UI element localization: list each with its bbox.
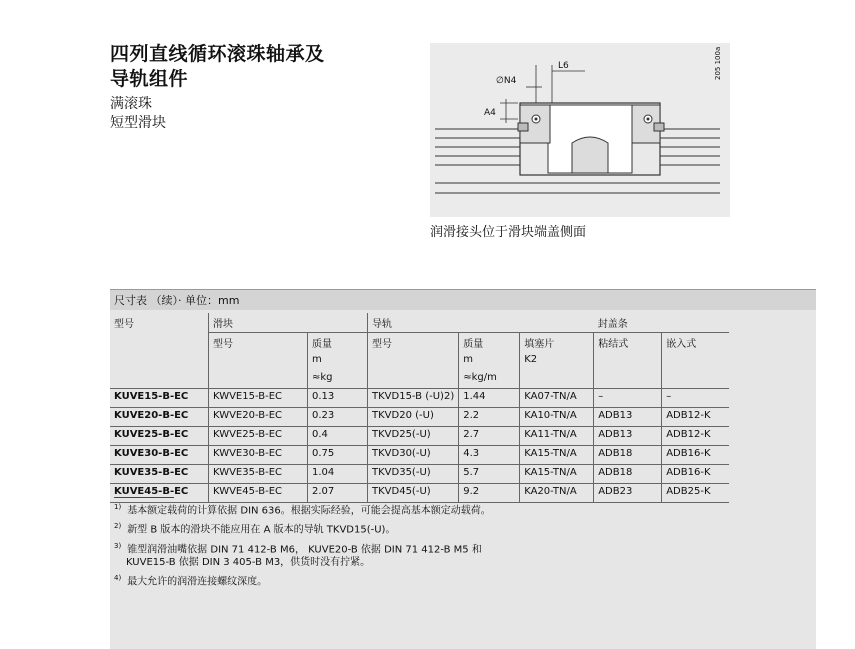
- row-filler: KA07-TN/A: [520, 389, 594, 408]
- row-type: KUVE20-B-EC: [110, 408, 209, 427]
- row-rail-mass: 2.2: [459, 408, 520, 427]
- row-carriage-mass: 0.23: [308, 408, 368, 427]
- row-type: KUVE35-B-EC: [110, 465, 209, 484]
- row-carriage: KWVE45-B-EC: [209, 484, 308, 503]
- row-rail: TKVD35(-U): [368, 465, 459, 484]
- sub-filler-sym: K2: [520, 352, 594, 370]
- row-seal-glued: ADB13: [594, 427, 662, 446]
- row-rail: TKVD25(-U): [368, 427, 459, 446]
- row-seal-inset: –: [662, 389, 730, 408]
- subtitle-line-1: 满滚珠: [110, 96, 152, 112]
- table-row: [110, 427, 729, 446]
- sub-carriage-mass-sym: m: [308, 352, 368, 370]
- row-rail-mass: 5.7: [459, 465, 520, 484]
- drawing-svg: [430, 43, 730, 217]
- footnotes: [114, 501, 491, 591]
- row-filler: KA15-TN/A: [520, 465, 594, 484]
- row-carriage: KWVE20-B-EC: [209, 408, 308, 427]
- row-type: KUVE15-B-EC: [110, 389, 209, 408]
- group-carriage: 滑块: [209, 313, 368, 333]
- technical-drawing: [430, 43, 730, 217]
- subtitle-line-2: 短型滑块: [110, 115, 166, 131]
- row-seal-inset: ADB12-K: [662, 408, 730, 427]
- title-line-1: 四列直线循环滚珠轴承及: [110, 43, 325, 65]
- row-seal-glued: ADB23: [594, 484, 662, 503]
- row-rail-mass: 1.44: [459, 389, 520, 408]
- group-rail: 导轨: [368, 313, 594, 333]
- table-header: 尺寸表 （续）· 单位：mm: [110, 289, 816, 310]
- title-line-2: 导轨组件: [110, 68, 189, 90]
- row-rail-mass: 2.7: [459, 427, 520, 446]
- sub-carriage-mass: 质量: [308, 333, 368, 353]
- row-carriage-mass: 0.4: [308, 427, 368, 446]
- group-type: 型号: [114, 319, 134, 330]
- dimension-table: [110, 313, 729, 503]
- footnote-4: $^{4)}$ 最大允许的润滑连接螺纹深度。: [114, 573, 268, 588]
- row-carriage-mass: 0.75: [308, 446, 368, 465]
- row-filler: KA11-TN/A: [520, 427, 594, 446]
- figure-caption: 润滑接头位于滑块端盖侧面: [430, 225, 587, 240]
- dimension-table-panel: [110, 289, 816, 649]
- page-title: [110, 42, 325, 92]
- sub-rail-mass-unit: ≈kg/m: [459, 370, 520, 389]
- table-row: [110, 389, 729, 408]
- row-carriage: KWVE25-B-EC: [209, 427, 308, 446]
- page-subtitle: [110, 95, 166, 133]
- figure-code: 205 100a: [714, 46, 722, 80]
- row-rail: TKVD15-B (-U)2): [368, 389, 459, 408]
- sub-rail-mass-sym: m: [459, 352, 520, 370]
- row-seal-glued: ADB13: [594, 408, 662, 427]
- footnote-divider: [114, 497, 174, 498]
- footnote-1: $^{1)}$ 基本额定载荷的计算依据 DIN 636。根据实际经验，可能会提高基本额定动载荷。: [114, 503, 491, 517]
- row-rail: TKVD45(-U): [368, 484, 459, 503]
- row-filler: KA15-TN/A: [520, 446, 594, 465]
- row-carriage: KWVE35-B-EC: [209, 465, 308, 484]
- label-a4: A4: [484, 108, 496, 118]
- row-rail: TKVD30(-U): [368, 446, 459, 465]
- sub-carriage-mass-unit: ≈kg: [308, 370, 368, 389]
- row-seal-inset: ADB12-K: [662, 427, 730, 446]
- row-seal-glued: ADB18: [594, 465, 662, 484]
- row-seal-inset: ADB16-K: [662, 446, 730, 465]
- row-type: KUVE30-B-EC: [110, 446, 209, 465]
- sub-rail-type: 型号: [368, 333, 459, 353]
- footnote-2: $^{2)}$ 新型 B 版本的滑块不能应用在 A 版本的导轨 TKVD15(-U)。: [114, 522, 396, 536]
- row-type: KUVE25-B-EC: [110, 427, 209, 446]
- table-row: [110, 465, 729, 484]
- row-carriage-mass: 2.07: [308, 484, 368, 503]
- row-seal-glued: –: [594, 389, 662, 408]
- row-type: KUVE45-B-EC: [110, 484, 209, 503]
- row-carriage: KWVE30-B-EC: [209, 446, 308, 465]
- sub-seal-inset: 嵌入式: [662, 333, 730, 353]
- row-carriage-mass: 0.13: [308, 389, 368, 408]
- sub-rail-mass: 质量: [459, 333, 520, 353]
- row-filler: KA10-TN/A: [520, 408, 594, 427]
- footnote-3: $^{3)}$ 锥型润滑油嘴依据 DIN 71 412-B M6， KUVE20-B 依据 DIN 71 412-B M5 和: [114, 541, 482, 555]
- row-carriage: KWVE15-B-EC: [209, 389, 308, 408]
- row-carriage-mass: 1.04: [308, 465, 368, 484]
- row-seal-inset: ADB25-K: [662, 484, 730, 503]
- label-l6: L6: [558, 61, 569, 71]
- sub-filler: 填塞片: [520, 333, 594, 353]
- row-rail-mass: 9.2: [459, 484, 520, 503]
- group-seal: 封盖条: [594, 313, 730, 333]
- sub-carriage-type: 型号: [209, 333, 308, 353]
- row-filler: KA20-TN/A: [520, 484, 594, 503]
- table-row: [110, 484, 729, 503]
- row-seal-glued: ADB18: [594, 446, 662, 465]
- row-rail-mass: 4.3: [459, 446, 520, 465]
- footnote-3-cont: KUVE15-B 依据 DIN 3 405-B M3，供货时没有拧紧。: [126, 556, 371, 568]
- sub-seal-glued: 粘结式: [594, 333, 662, 353]
- label-n4: ∅N4: [496, 76, 517, 86]
- row-rail: TKVD20 (-U): [368, 408, 459, 427]
- table-row: [110, 446, 729, 465]
- table-row: [110, 408, 729, 427]
- row-seal-inset: ADB16-K: [662, 465, 730, 484]
